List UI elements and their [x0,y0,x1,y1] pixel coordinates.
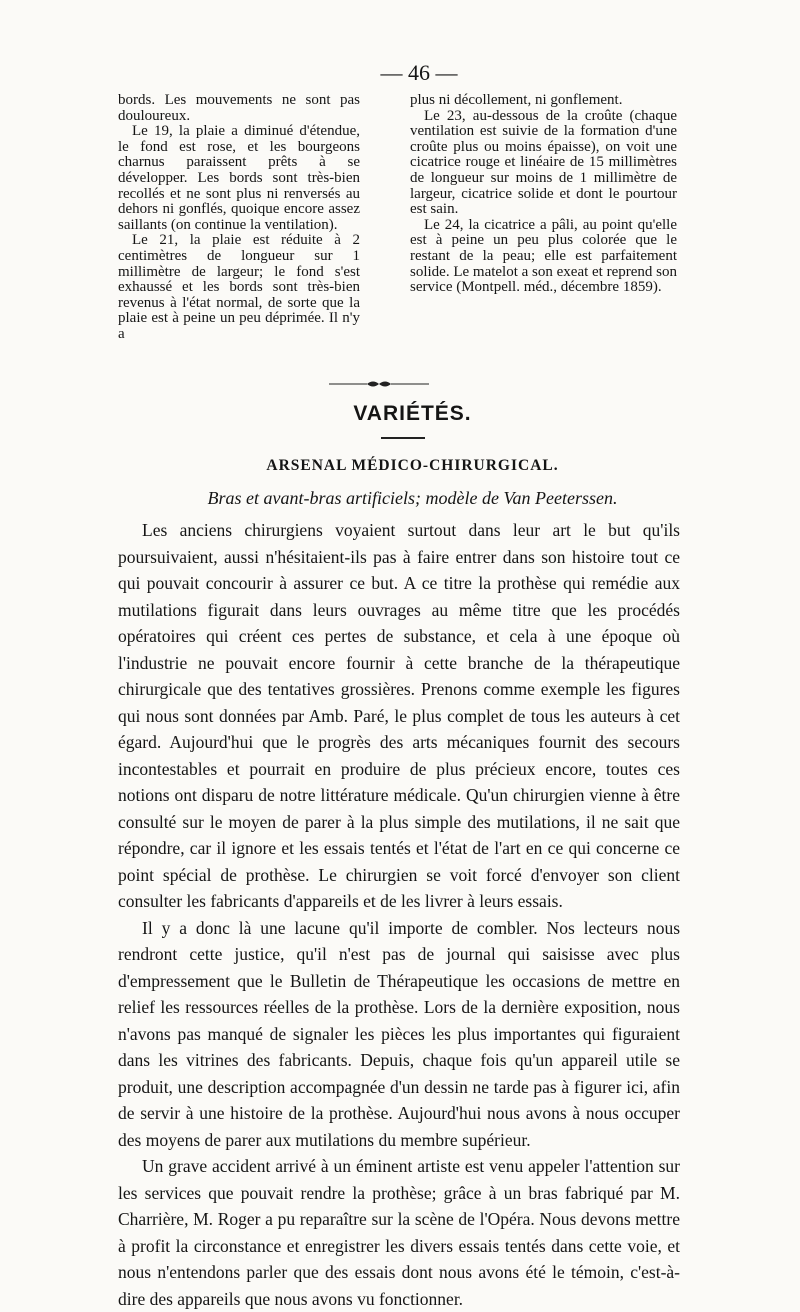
section-title: VARIÉTÉS. [353,402,472,425]
article-body [118,517,680,1312]
article-subtitle: Bras et avant-bras artificiels; modèle de Van Peeterssen. [207,488,618,508]
body-paragraph: Les anciens chirurgiens voyaient surtout dans leur art le but qu'ils poursuivaient, aussi n'hésitaient-ils pas à faire entrer dans son histoire tout ce qui pouvait concourir à assurer ce but. A ce titre la prothèse qui remédie aux mutilations figurait dans leurs ouvrages au même titre que les procédés opératoires qui créent ces pertes de substance, et cela à une époque où l'industrie ne pouvait encore fournir à cette branche de la thérapeutique chirurgicale que des tentatives grossières. Prenons comme exemple les figures qui nous sont données par Amb. Paré, le plus complet de tous les auteurs à cet égard. Aujourd'hui que le progrès des arts mécaniques fournit des secours incontestables et pourrait en produire de plus précieux encore, toutes ces notions ont disparu de notre littérature médicale. Qu'un chirurgien vienne à être consulté sur le moyen de parer à la plus simple des mutilations, il ne sait que répondre, car il ignore et les essais tentés et l'état de l'art en ce qui concerne ce point spécial de prothèse. Le chirurgien se voit forcé d'envoyer son client consulter les fabricants d'appareils et de les livrer à leurs essais. [118,520,680,911]
left-column [118,93,360,343]
ornament-divider [329,379,429,389]
right-column [410,93,677,296]
body-paragraph: Il y a donc là une lacune qu'il importe de combler. Nos lecteurs nous rendront cette justice, qu'il n'est pas de journal qui saisisse avec plus d'empressement que le Bulletin de Thérapeutique les occasions de mettre en relief les ressources réelles de la prothèse. Lors de la dernière exposition, nous n'avons pas manqué de signaler les pièces les plus importantes qui figuraient dans les vitrines des fabricants. Depuis, chaque fois qu'un appareil utile se produit, une description accompagnée d'un dessin ne tarde pas à figurer ici, afin de servir à une histoire de la prothèse. Aujourd'hui nous avons à nous occuper des moyens de parer aux mutilations du membre supérieur. [118,917,680,1150]
article-title: ARSENAL MÉDICO-CHIRURGICAL. [266,457,559,474]
title-rule [381,437,425,439]
page-number: — 46 — [380,60,458,85]
left-paragraph: Le 19, la plaie a diminué d'étendue, le fond est rose, et les bourgeons charnus paraissent prêts à se développer. Les bords sont très-bien recollés et ne sont plus ni renversés au dehors ni gonflés, quoique encore assez saillants (on continue la ventilation). [118,123,360,233]
right-paragraph: plus ni décollement, ni gonflement. [410,92,623,108]
left-paragraph: Le 21, la plaie est réduite à 2 centimètres de longueur sur 1 millimètre de largeur; le fond s'est exhaussé et les bords sont très-bien revenus à l'état normal, de sorte que la plaie est à peine un peu déprimée. Il n'y a [118,232,360,342]
body-paragraph: Un grave accident arrivé à un éminent artiste est venu appeler l'attention sur les services que pouvait rendre la prothèse; grâce à un bras fabriqué par M. Charrière, M. Roger a pu reparaître sur la scène de l'Opéra. Nous devons mettre à profit la circonstance et enregistrer les divers essais tentés dans cette voie, et nous n'entendons parler que des essais dont nous avons été le témoin, c'est-à-dire des appareils que nous avons vu fonctionner. [118,1156,680,1309]
right-paragraph: Le 23, au-dessous de la croûte (chaque ventilation est suivie de la formation d'une croûte plus ou moins épaisse), on voit une cicatrice rouge et linéaire de 15 millimètres de longueur sur moins de 1 millimètre de largeur, cicatrice solide et dont le pourtour est sain. [410,107,677,218]
right-paragraph: Le 24, la cicatrice a pâli, au point qu'elle est à peine un peu plus colorée que le restant de la peau; elle est parfaitement solide. Le matelot a son exeat et reprend son service (Montpell. méd., décembre 1859). [410,216,677,296]
left-paragraph: bords. Les mouvements ne sont pas douloureux. [118,92,360,124]
